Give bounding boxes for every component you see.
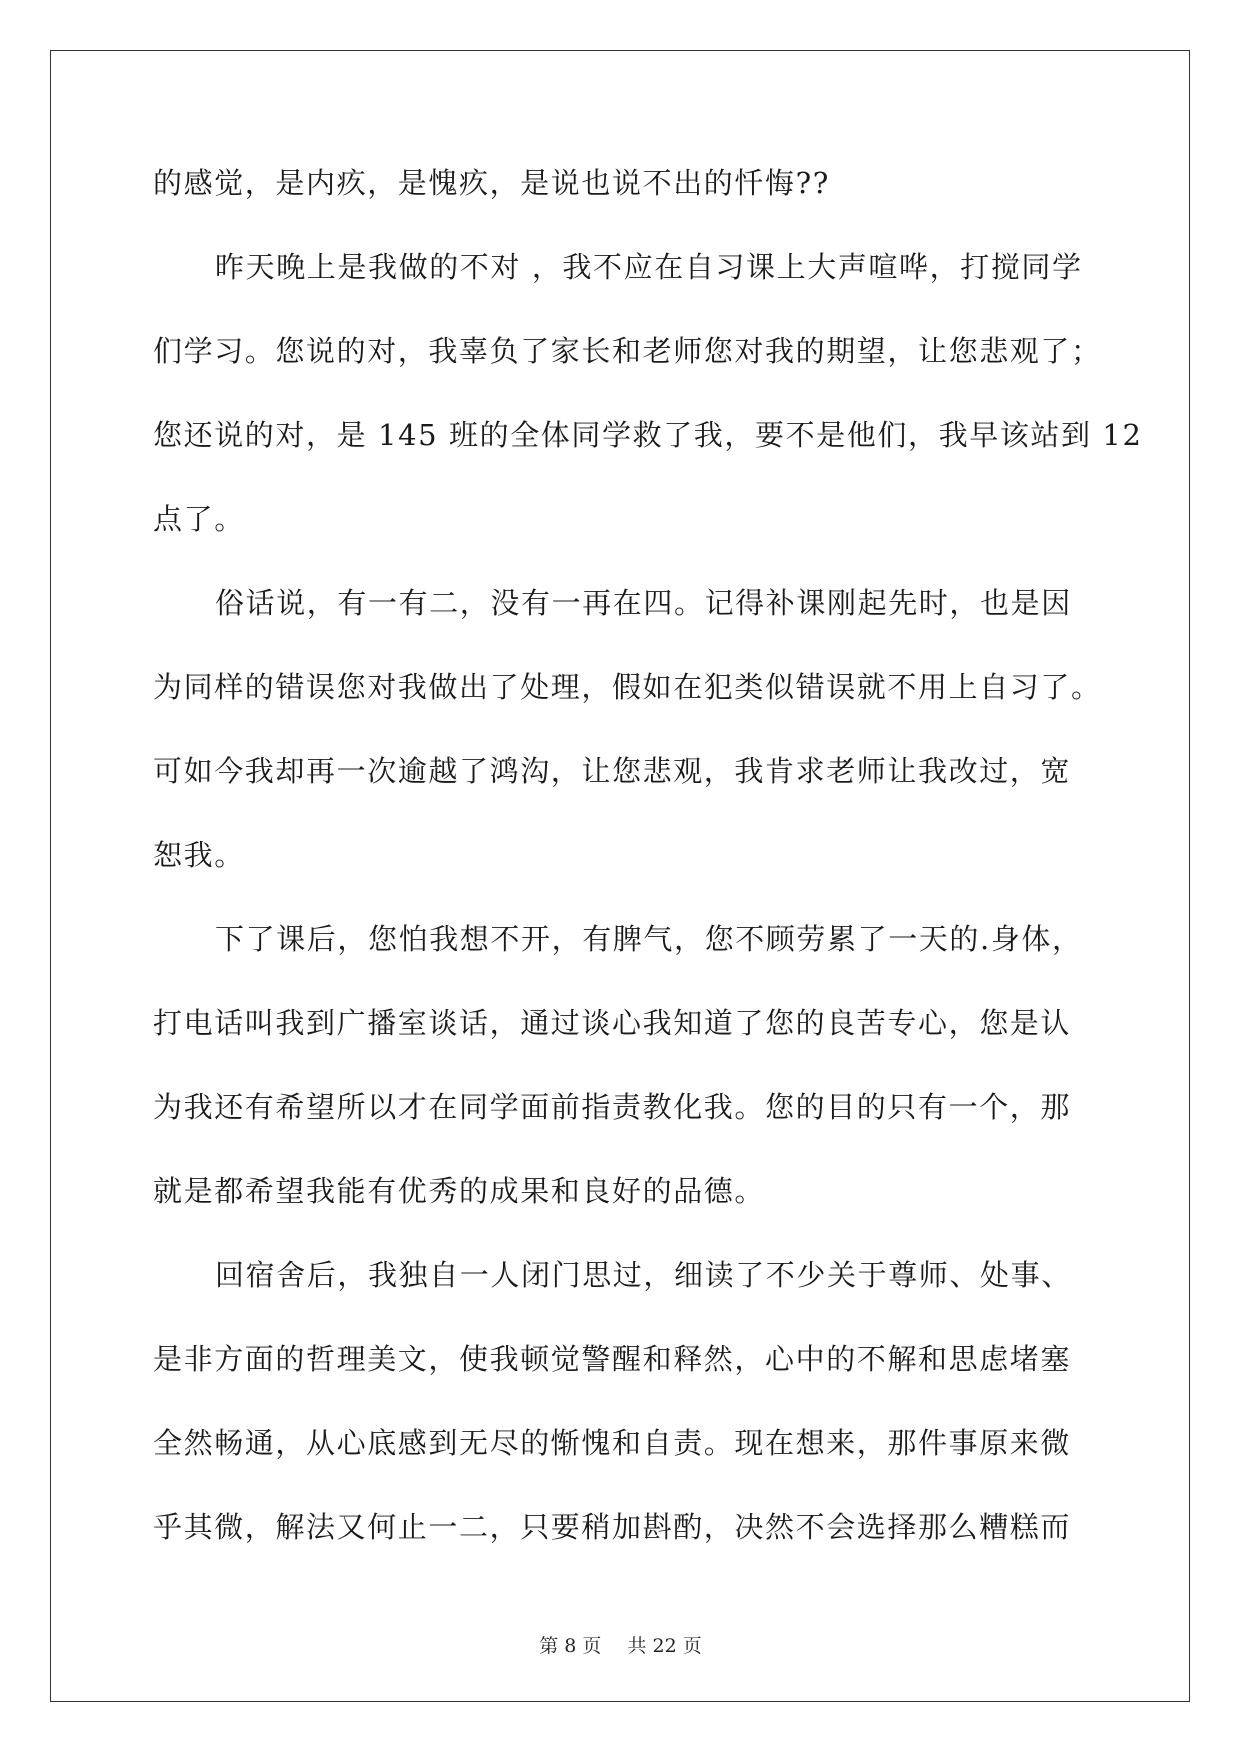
text-line: 的感觉，是内疚，是愧疚，是说也说不出的忏悔?? (153, 166, 830, 200)
text-line: 就是都希望我能有优秀的成果和良好的品德。 (153, 1174, 766, 1208)
text-line: 是非方面的哲理美文，使我顿觉警醒和释然，心中的不解和思虑堵塞 (153, 1342, 1072, 1376)
text-line: 点了。 (153, 502, 245, 536)
paragraph-start: 下了课后，您怕我想不开，有脾气，您不顾劳累了一天的.身体， (215, 922, 1083, 956)
paragraph-start: 回宿舍后，我独自一人闭门思过，细读了不少关于尊师、处事、 (215, 1258, 1072, 1292)
text-line: 可如今我却再一次逾越了鸿沟，让您悲观，我肯求老师让我改过，宽 (153, 754, 1072, 788)
page-total: 共 22 页 (627, 1635, 702, 1657)
text-line: 为我还有希望所以才在同学面前指责教化我。您的目的只有一个，那 (153, 1090, 1072, 1124)
text-line: 打电话叫我到广播室谈话，通过谈心我知道了您的良苦专心，您是认 (153, 1006, 1072, 1040)
text-line: 乎其微，解法又何止一二，只要稍加斟酌，决然不会选择那么糟糕而 (153, 1510, 1072, 1544)
paragraph-start: 俗话说，有一有二，没有一再在四。记得补课刚起先时，也是因 (215, 586, 1072, 620)
page-footer (0, 1634, 1241, 1658)
text-line: 全然畅通，从心底感到无尽的惭愧和自责。现在想来，那件事原来微 (153, 1426, 1072, 1460)
text-line: 们学习。您说的对，我辜负了家长和老师您对我的期望，让您悲观了； (153, 334, 1102, 368)
text-line: 恕我。 (153, 838, 245, 872)
text-line: 为同样的错误您对我做出了处理，假如在犯类似错误就不用上自习了。 (153, 670, 1102, 704)
text-line: 您还说的对，是 145 班的全体同学救了我，要不是他们，我早该站到 12 (153, 418, 1143, 452)
paragraph-start: 昨天晚上是我做的不对 ，我不应在自习课上大声喧哗，打搅同学 (215, 250, 1083, 284)
page-number: 第 8 页 (539, 1635, 602, 1657)
document-body (153, 163, 1143, 1591)
